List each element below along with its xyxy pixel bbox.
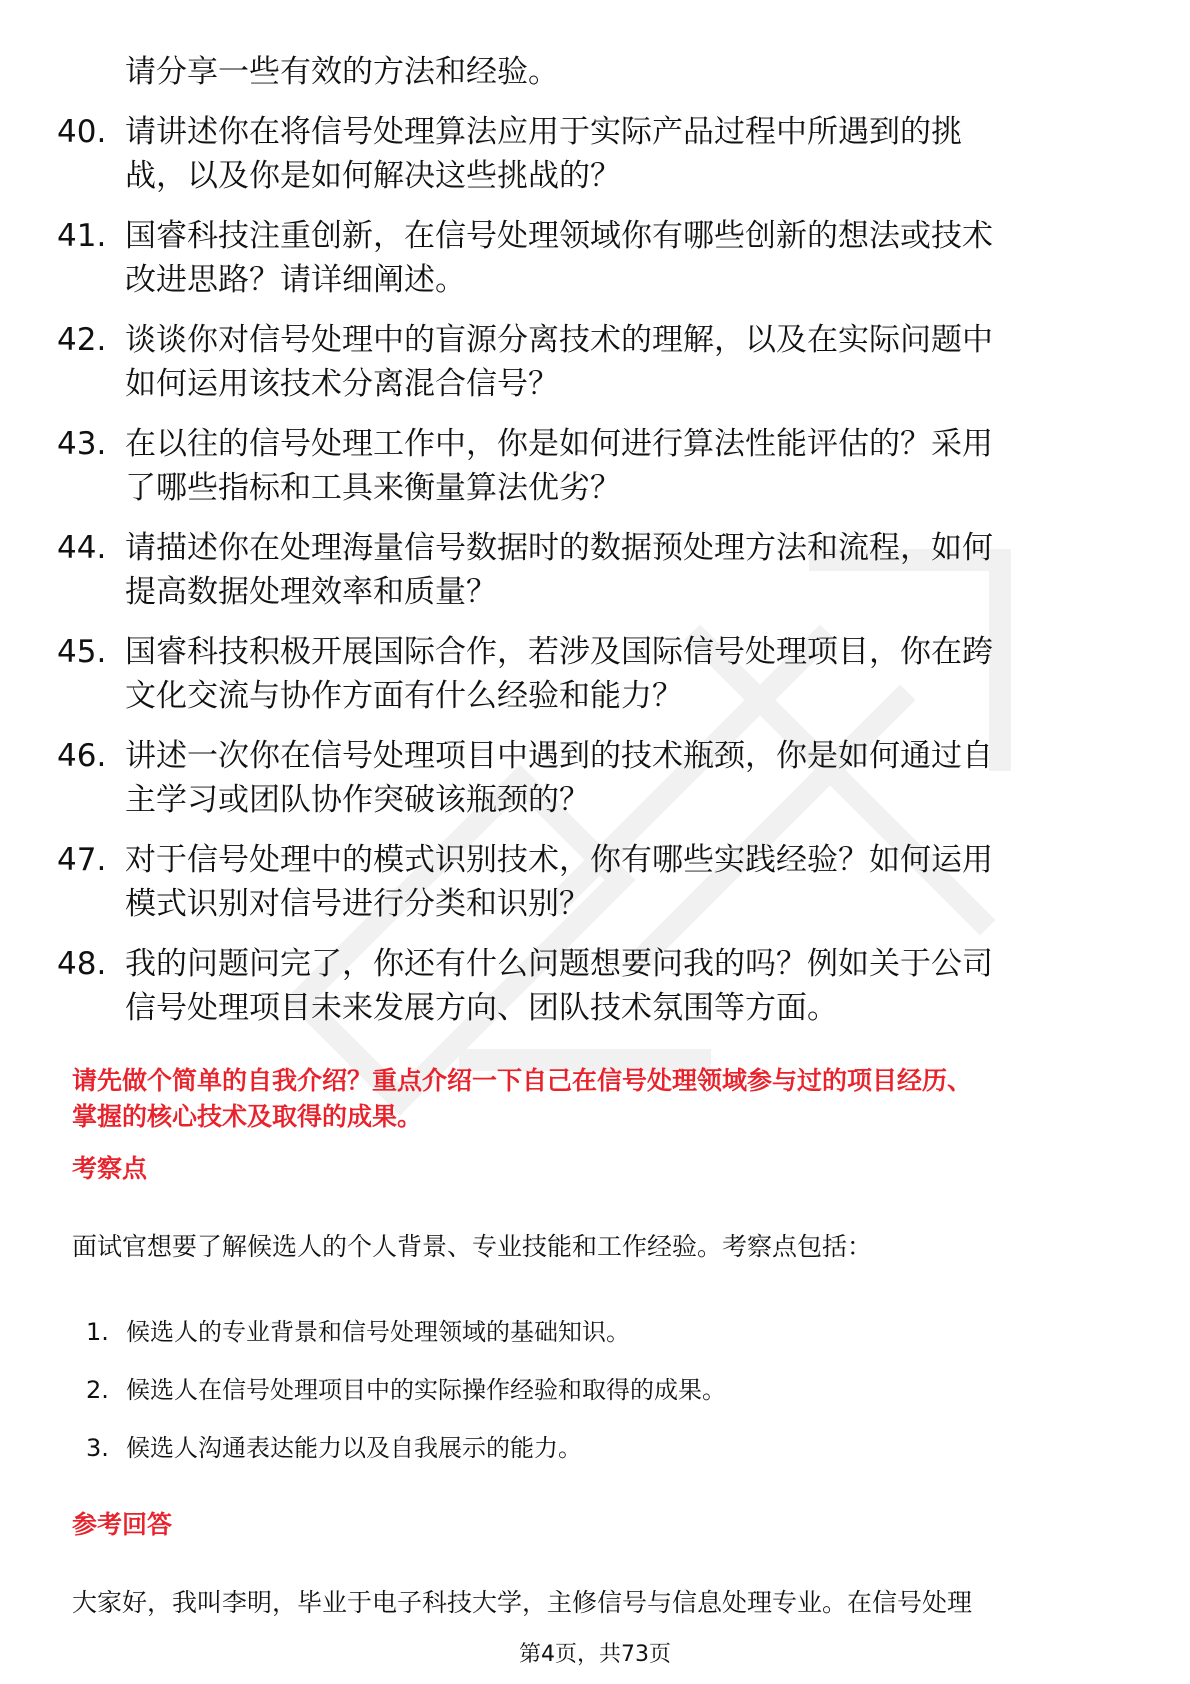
question-item bbox=[0, 630, 1190, 734]
question-item bbox=[0, 422, 1190, 526]
question-item bbox=[0, 526, 1190, 630]
question-list bbox=[0, 110, 1190, 1046]
question-number: 44. bbox=[57, 530, 107, 566]
point-text: 候选人在信号处理项目中的实际操作经验和取得的成果。 bbox=[126, 1376, 726, 1404]
question-number: 45. bbox=[57, 634, 107, 670]
question-line: 请讲述你在将信号处理算法应用于实际产品过程中所遇到的挑 bbox=[125, 114, 962, 150]
question-line: 请描述你在处理海量信号数据时的数据预处理方法和流程，如何 bbox=[125, 530, 993, 566]
featured-question-title bbox=[72, 1063, 1132, 1135]
question-line: 国睿科技积极开展国际合作，若涉及国际信号处理项目，你在跨 bbox=[125, 634, 993, 670]
question-text bbox=[125, 526, 1115, 614]
question-number: 46. bbox=[57, 738, 107, 774]
question-item bbox=[0, 734, 1190, 838]
question-text bbox=[125, 942, 1115, 1030]
question-line: 战，以及你是如何解决这些挑战的？ bbox=[125, 158, 621, 194]
assessment-points bbox=[0, 1315, 1190, 1489]
question-item bbox=[0, 110, 1190, 214]
question-line: 了哪些指标和工具来衡量算法优劣？ bbox=[125, 470, 621, 506]
question-line: 主学习或团队协作突破该瓶颈的？ bbox=[125, 782, 590, 818]
question-text bbox=[125, 422, 1115, 510]
question-text bbox=[125, 318, 1115, 406]
question-number: 41. bbox=[57, 218, 107, 254]
featured-question-line: 掌握的核心技术及取得的成果。 bbox=[72, 1102, 423, 1131]
question-line: 谈谈你对信号处理中的盲源分离技术的理解，以及在实际问题中 bbox=[125, 322, 993, 358]
question-line: 提高数据处理效率和质量？ bbox=[125, 574, 497, 610]
assessment-point bbox=[0, 1315, 1190, 1373]
question-number: 40. bbox=[57, 114, 107, 150]
question-text bbox=[125, 110, 1115, 198]
question-line: 模式识别对信号进行分类和识别？ bbox=[125, 886, 590, 922]
page-footer: 第4页，共73页 bbox=[519, 1642, 671, 1667]
question-line: 国睿科技注重创新，在信号处理领域你有哪些创新的想法或技术 bbox=[125, 218, 993, 254]
question-line: 对于信号处理中的模式识别技术，你有哪些实践经验？如何运用 bbox=[125, 842, 993, 878]
answer-first-line: 大家好，我叫李明，毕业于电子科技大学，主修信号与信息处理专业。在信号处理 bbox=[72, 1588, 973, 1617]
point-number: 2. bbox=[86, 1376, 109, 1404]
assessment-intro: 面试官想要了解候选人的个人背景、专业技能和工作经验。考察点包括： bbox=[72, 1232, 873, 1261]
assessment-point bbox=[0, 1373, 1190, 1431]
question-number: 48. bbox=[57, 946, 107, 982]
question-line: 信号处理项目未来发展方向、团队技术氛围等方面。 bbox=[125, 990, 838, 1026]
question-number: 47. bbox=[57, 842, 107, 878]
question-item bbox=[0, 318, 1190, 422]
question-item bbox=[0, 942, 1190, 1046]
question-text bbox=[125, 734, 1115, 822]
assessment-point bbox=[0, 1431, 1190, 1489]
question-item bbox=[0, 838, 1190, 942]
question-line: 在以往的信号处理工作中，你是如何进行算法性能评估的？采用 bbox=[125, 426, 993, 462]
question-text bbox=[125, 838, 1115, 926]
assessment-heading: 考察点 bbox=[72, 1154, 148, 1183]
question-text bbox=[125, 214, 1115, 302]
question-line: 改进思路？请详细阐述。 bbox=[125, 262, 466, 298]
question-item bbox=[0, 214, 1190, 318]
question-line: 文化交流与协作方面有什么经验和能力？ bbox=[125, 678, 683, 714]
featured-question-line: 请先做个简单的自我介绍？重点介绍一下自己在信号处理领域参与过的项目经历、 bbox=[72, 1066, 973, 1095]
question-number: 42. bbox=[57, 322, 107, 358]
intro-continuation: 请分享一些有效的方法和经验。 bbox=[125, 54, 559, 90]
question-text bbox=[125, 630, 1115, 718]
question-line: 我的问题问完了，你还有什么问题想要问我的吗？例如关于公司 bbox=[125, 946, 993, 982]
point-number: 3. bbox=[86, 1434, 109, 1462]
question-line: 如何运用该技术分离混合信号？ bbox=[125, 366, 559, 402]
question-number: 43. bbox=[57, 426, 107, 462]
point-text: 候选人沟通表达能力以及自我展示的能力。 bbox=[126, 1434, 582, 1462]
point-text: 候选人的专业背景和信号处理领域的基础知识。 bbox=[126, 1318, 630, 1346]
point-number: 1. bbox=[86, 1318, 109, 1346]
question-line: 讲述一次你在信号处理项目中遇到的技术瓶颈，你是如何通过自 bbox=[125, 738, 993, 774]
answer-heading: 参考回答 bbox=[72, 1510, 173, 1539]
